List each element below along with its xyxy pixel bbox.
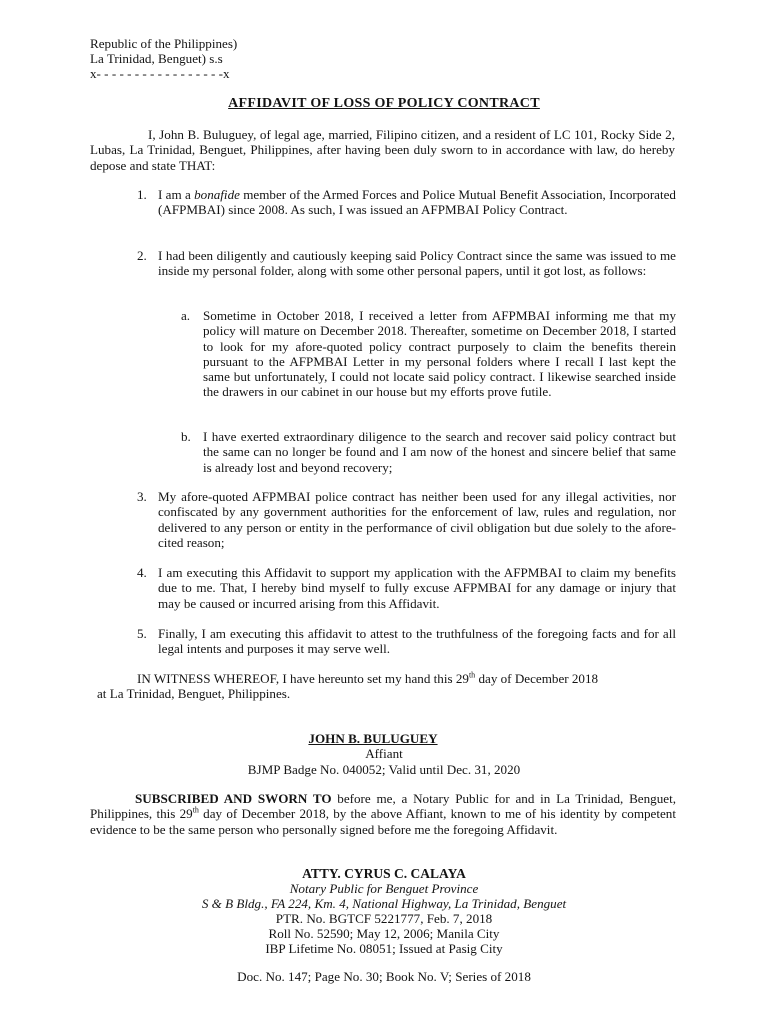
item-2-text: I had been diligently and cautiously keeping said Policy Contract since the same was issued to me inside my personal folder, along with some other personal papers, until it got lost, as follows: (158, 248, 676, 279)
item-2a-letter: a. (181, 308, 191, 323)
notary-address: S & B Bldg., FA 224, Km. 4, National Highway, La Trinidad, Benguet (201, 896, 567, 911)
notary-title: Notary Public for Benguet Province (289, 881, 479, 896)
item-1-text-post: member of the Armed Forces and Police Mutual Benefit Association, Incorporated (AFPMBAI) since 2008. As such, I was issued an AFPMBAI Policy Contract. (158, 187, 676, 218)
jurat-bold: SUBSCRIBED AND SWORN TO (135, 791, 332, 806)
intro-paragraph: I, John B. Buluguey, of legal age, married, Filipino citizen, and a resident of LC 101, Rocky Side 2, Lubas, La Trinidad, Benguet, Philippines, after having been duly sworn to in accordance with law, do hereby depose and state THAT: (90, 127, 675, 173)
witness-line-1 (137, 671, 598, 686)
item-4-text: I am executing this Affidavit to support my application with the AFPMBAI to claim my benefits due to me. That, I hereby bind myself to fully excuse AFPMBAI for any damage or injury that may be caused or incurred arising from this Affidavit. (158, 565, 676, 611)
item-5-number: 5. (137, 626, 147, 641)
item-5-text: Finally, I am executing this affidavit to attest to the truthfulness of the foregoing facts and for all legal intents and purposes it may serve well. (158, 626, 676, 657)
header-separator: x- - - - - - - - - - - - - - - - -x (90, 66, 230, 81)
witness-sup: th (468, 670, 476, 680)
item-1-text-pre: I am a (158, 187, 195, 202)
header-venue: La Trinidad, Benguet) s.s (90, 51, 223, 66)
item-1-text (158, 187, 676, 218)
affiant-name-text: JOHN B. BULUGUEY (308, 731, 438, 746)
jurat-paragraph (90, 791, 676, 837)
document-title: AFFIDAVIT OF LOSS OF POLICY CONTRACT (228, 96, 540, 111)
affiant-badge: BJMP Badge No. 040052; Valid until Dec. 31, 2020 (247, 762, 521, 777)
notary-name: ATTY. CYRUS C. CALAYA (302, 866, 466, 881)
item-3-text: My afore-quoted AFPMBAI police contract has neither been used for any illegal activities, nor confiscated by any government authorities for the enforcement of law, rules and regulation, nor delivered to any person or entity in the performance of civil obligation but due solely to the afore-cited reason; (158, 489, 676, 550)
notary-ptr: PTR. No. BGTCF 5221777, Feb. 7, 2018 (275, 911, 493, 926)
notary-roll: Roll No. 52590; May 12, 2006; Manila City (268, 926, 500, 941)
header-republic: Republic of the Philippines) (90, 36, 238, 51)
jurat-sup: th (192, 805, 199, 815)
item-2-number: 2. (137, 248, 147, 263)
item-1-text-em: bonafide (194, 187, 240, 202)
affiant-role: Affiant (365, 746, 403, 761)
item-3-number: 3. (137, 489, 147, 504)
item-1-number: 1. (137, 187, 147, 202)
notary-ibp: IBP Lifetime No. 08051; Issued at Pasig City (265, 941, 503, 956)
witness-pre: IN WITNESS WHEREOF, I have hereunto set my hand this 29 (137, 671, 469, 686)
witness-line-2: at La Trinidad, Benguet, Philippines. (97, 686, 291, 701)
item-2b-text: I have exerted extraordinary diligence to the search and recover said policy contract but the same can no longer be found and I am now of the honest and sincere belief that same is already lost and beyond recovery; (203, 429, 676, 475)
witness-mid: day of December 2018 (475, 671, 599, 686)
item-2b-letter: b. (181, 429, 191, 444)
jurat-pre: before me, a Notary Public for and in La Trinidad, Benguet, Philippines, this 29 (90, 791, 676, 822)
item-4-number: 4. (137, 565, 147, 580)
doc-reference-line: Doc. No. 147; Page No. 30; Book No. V; Series of 2018 (237, 969, 531, 984)
item-2a-text: Sometime in October 2018, I received a letter from AFPMBAI informing me that my policy will mature on December 2018. Thereafter, sometime on December 2018, I started to look for my afore-quoted policy contract purposely to claim the benefits therein pursuant to the AFPMBAI Letter in my personal folders where I recall I last kept the same but unfortunately, I could not locate said policy contract. I likewise searched inside the drawers in our cabinet in our house but my efforts prove futile. (203, 308, 676, 400)
affiant-name (0, 731, 762, 746)
jurat-post: day of December 2018, by the above Affiant, known to me of his identity by competent evidence to be the same person who personally signed before me the foregoing Affidavit. (90, 806, 676, 837)
